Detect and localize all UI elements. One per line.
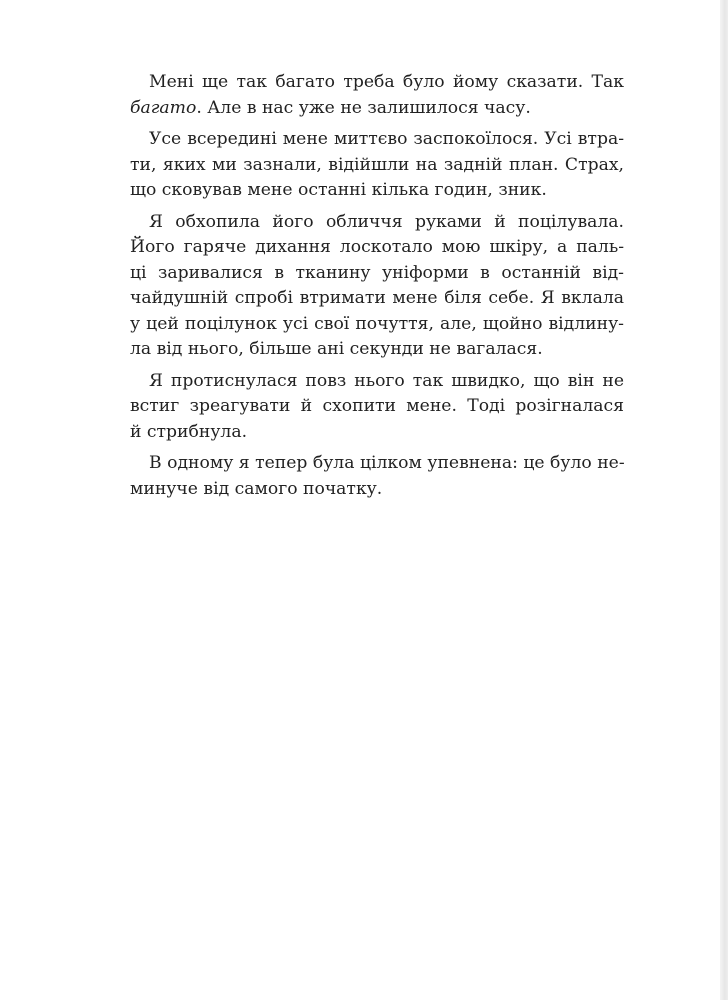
italic-word: багато	[130, 97, 197, 118]
text-line: ла від нього, більше ані секунди не вагалася.	[130, 339, 543, 359]
body-text	[130, 70, 624, 502]
text-line: Мені ще так багато треба було йому сказати. Так	[149, 72, 624, 92]
paragraph-2	[130, 127, 624, 204]
text-line: Я обхопила його обличчя руками й поцілувала.	[149, 211, 624, 232]
paragraph-4	[130, 369, 624, 446]
text-line: встиг зреагувати й схопити мене. Тоді розігналася	[130, 396, 624, 416]
text-line-rest: . Але в нас уже не залишилося часу.	[196, 97, 531, 118]
text-line: Я протиснулася повз нього так швидко, що він не	[149, 370, 624, 391]
text-line: Усе всередині мене миттєво заспокоїлося. Усі втра-	[149, 129, 624, 149]
text-line: В одному я тепер була цілком упевнена: це було не-	[149, 453, 625, 473]
text-line	[130, 96, 624, 122]
text-line: й стрибнула.	[130, 421, 248, 442]
text-line: ти, яких ми зазнали, відійшли на задній план. Страх,	[130, 154, 624, 175]
page-edge-shadow	[720, 0, 728, 1000]
text-line: Його гаряче дихання лоскотало мою шкіру, а паль-	[130, 237, 624, 257]
text-line: минуче від самого початку.	[130, 478, 383, 499]
paragraph-1	[130, 70, 624, 121]
text-line: що сковував мене останні кілька годин, зник.	[130, 180, 547, 200]
text-line: чайдушній спробі втримати мене біля себе. Я вклала	[130, 288, 624, 308]
text-line: у цей поцілунок усі свої почуття, але, щойно відлину-	[130, 313, 624, 334]
paragraph-5	[130, 451, 624, 502]
text-line: ці заривалися в тканину уніформи в останній від-	[130, 262, 624, 283]
paragraph-3	[130, 210, 624, 363]
